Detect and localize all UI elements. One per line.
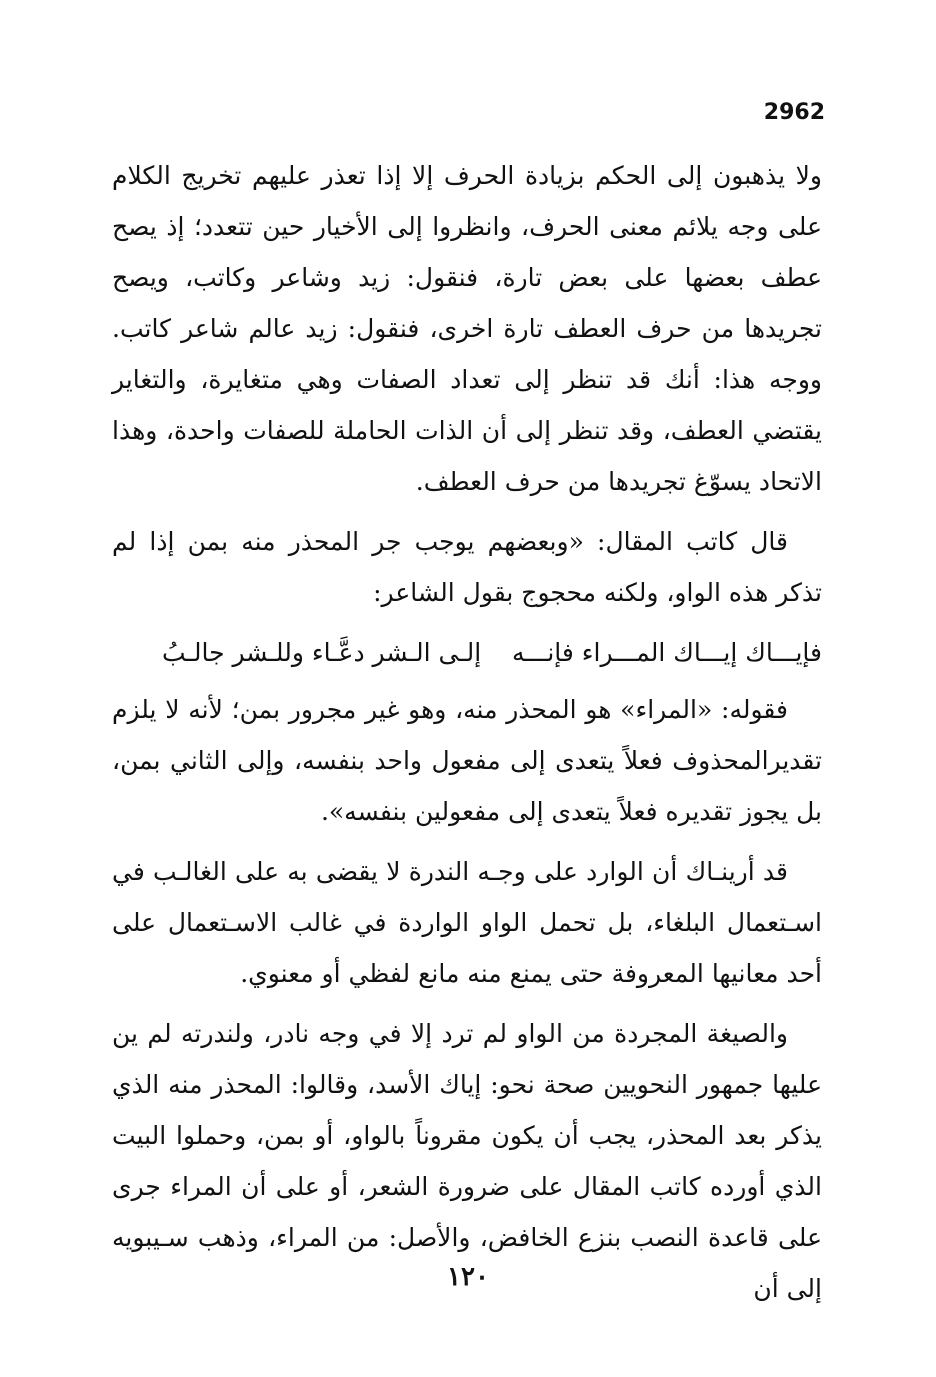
paragraph-1: ولا يذهبون إلى الحكم بزيادة الحرف إلا إذا تعذر عليهم تخريج الكلام على وجه يلائم معنى الحرف، وانظروا إلى الأخيار حين تتعدد؛ إذ يصح عطف بعضها على بعض تارة، فنقول: زيد وشاعر وكاتب، ويصح تجريدها من حرف العطف تارة اخرى، فنقول: زيد عالم شاعر كاتب. ووجه هذا: أنك قد تنظر إلى تعداد الصفات وهي متغايرة، والتغاير يقتضي العطف، وقد تنظر إلى أن الذات الحاملة للصفات واحدة، وهذا الاتحاد يسوّغ تجريدها من حرف العطف. xyxy=(112,161,822,496)
page-number: 2962 xyxy=(763,100,825,125)
paragraph-3: فقوله: «المراء» هو المحذر منه، وهو غير مجرور بمن؛ لأنه لا يلزم تقديرالمحذوف فعلاً يتعدى إلى مفعول واحد بنفسه، وإلى الثاني بمن، بل يجوز تقديره فعلاً يتعدى إلى مفعولين بنفسه». xyxy=(112,695,822,826)
paragraph-4: قد أرينـاك أن الوارد على وجـه الندرة لا يقضى به على الغالـب في اسـتعمال البلغاء، بل تحمل الواو الواردة في غالب الاسـتعمال على أحد معانيها المعروفة حتى يمنع منه مانع لفظي أو معنوي. xyxy=(112,857,822,988)
verse-first-hemistich: فإيـــاك إيـــاك المـــراء فإنـــه xyxy=(511,638,822,667)
footer-page-number: ١٢٠ xyxy=(447,1262,489,1292)
paragraph-2: قال كاتب المقال: «وبعضهم يوجب جر المحذر منه بمن إذا لم تذكر هذه الواو، ولكنه محجوج بقول الشاعر: xyxy=(112,527,822,607)
poetry-verse xyxy=(112,627,822,678)
page-body xyxy=(112,150,822,1323)
verse-second-hemistich: إلـى الـشر دعَّـاء وللـشر جالـبُ xyxy=(162,638,482,667)
paragraph-5: والصيغة المجردة من الواو لم ترد إلا في وجه نادر، ولندرته لم ين عليها جمهور النحويين صحة نحو: إياك الأسد، وقالوا: المحذر منه الذي يذكر بعد المحذر، يجب أن يكون مقروناً بالواو، أو بمن، وحملوا البيت الذي أورده كاتب المقال على ضرورة الشعر، أو على أن المراء جرى على قاعدة النصب بنزع الخافض، والأصل: من المراء، وذهب سـيبويه إلى أن xyxy=(112,1019,822,1303)
